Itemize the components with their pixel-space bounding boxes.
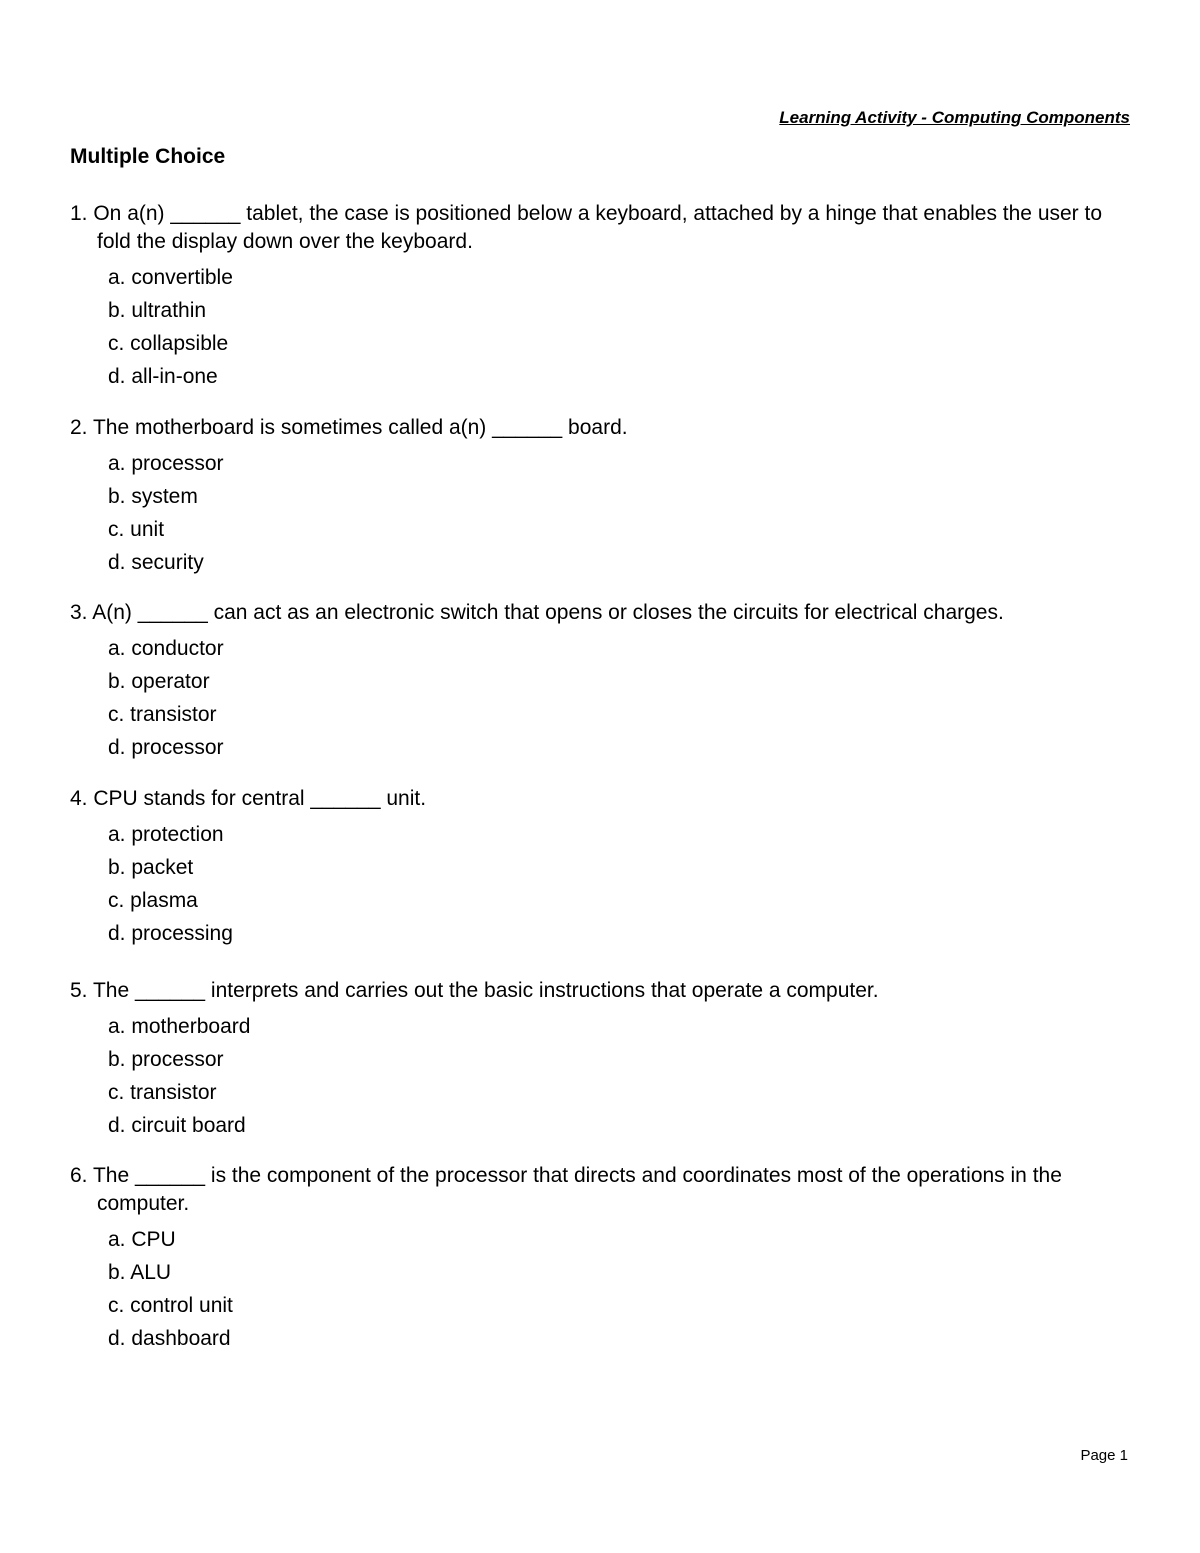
options-list [70, 1223, 1140, 1355]
options-list [70, 818, 1140, 950]
options-list [70, 261, 1140, 393]
section-title: Multiple Choice [70, 145, 226, 168]
option-a: a. protection [108, 823, 224, 846]
option-d: d. processor [108, 736, 224, 759]
option-b: b. processor [108, 1048, 224, 1071]
option-b: b. system [108, 485, 198, 508]
question-4 [70, 785, 1140, 950]
option-b: b. ultrathin [108, 299, 207, 322]
page-number: Page 1 [1080, 1447, 1128, 1464]
option-b: b. packet [108, 856, 194, 879]
option-b: b. operator [108, 670, 210, 693]
question-text: 6. The ______ is the component of the processor that directs and coordinates most of the operations in the computer. [70, 1164, 1062, 1215]
option-d: d. processing [108, 922, 233, 945]
question-text: 3. A(n) ______ can act as an electronic switch that opens or closes the circuits for electrical charges. [70, 601, 1004, 624]
option-b: b. ALU [108, 1261, 172, 1284]
option-d: d. security [108, 551, 204, 574]
option-c: c. control unit [108, 1294, 233, 1317]
question-6 [70, 1162, 1140, 1355]
question-2 [70, 414, 1140, 579]
option-d: d. all-in-one [108, 365, 218, 388]
option-a: a. CPU [108, 1228, 176, 1251]
options-list [70, 1010, 1140, 1142]
option-c: c. plasma [108, 889, 198, 912]
option-c: c. unit [108, 518, 165, 541]
option-c: c. collapsible [108, 332, 229, 355]
question-text: 1. On a(n) ______ tablet, the case is positioned below a keyboard, attached by a hinge that enables the user to fold the display down over the keyboard. [70, 202, 1103, 253]
option-a: a. motherboard [108, 1015, 251, 1038]
header-title: Learning Activity - Computing Components [779, 108, 1130, 127]
option-a: a. processor [108, 452, 224, 475]
option-a: a. conductor [108, 637, 224, 660]
option-d: d. dashboard [108, 1327, 231, 1350]
question-5 [70, 977, 1140, 1142]
option-c: c. transistor [108, 703, 217, 726]
question-text: 4. CPU stands for central ______ unit. [70, 787, 427, 810]
options-list [70, 447, 1140, 579]
option-a: a. convertible [108, 266, 233, 289]
options-list [70, 632, 1140, 764]
question-text: 5. The ______ interprets and carries out the basic instructions that operate a computer. [70, 979, 879, 1002]
option-d: d. circuit board [108, 1114, 246, 1137]
question-text: 2. The motherboard is sometimes called a(n) ______ board. [70, 416, 628, 439]
option-c: c. transistor [108, 1081, 217, 1104]
question-3 [70, 599, 1140, 764]
question-1 [70, 200, 1140, 393]
